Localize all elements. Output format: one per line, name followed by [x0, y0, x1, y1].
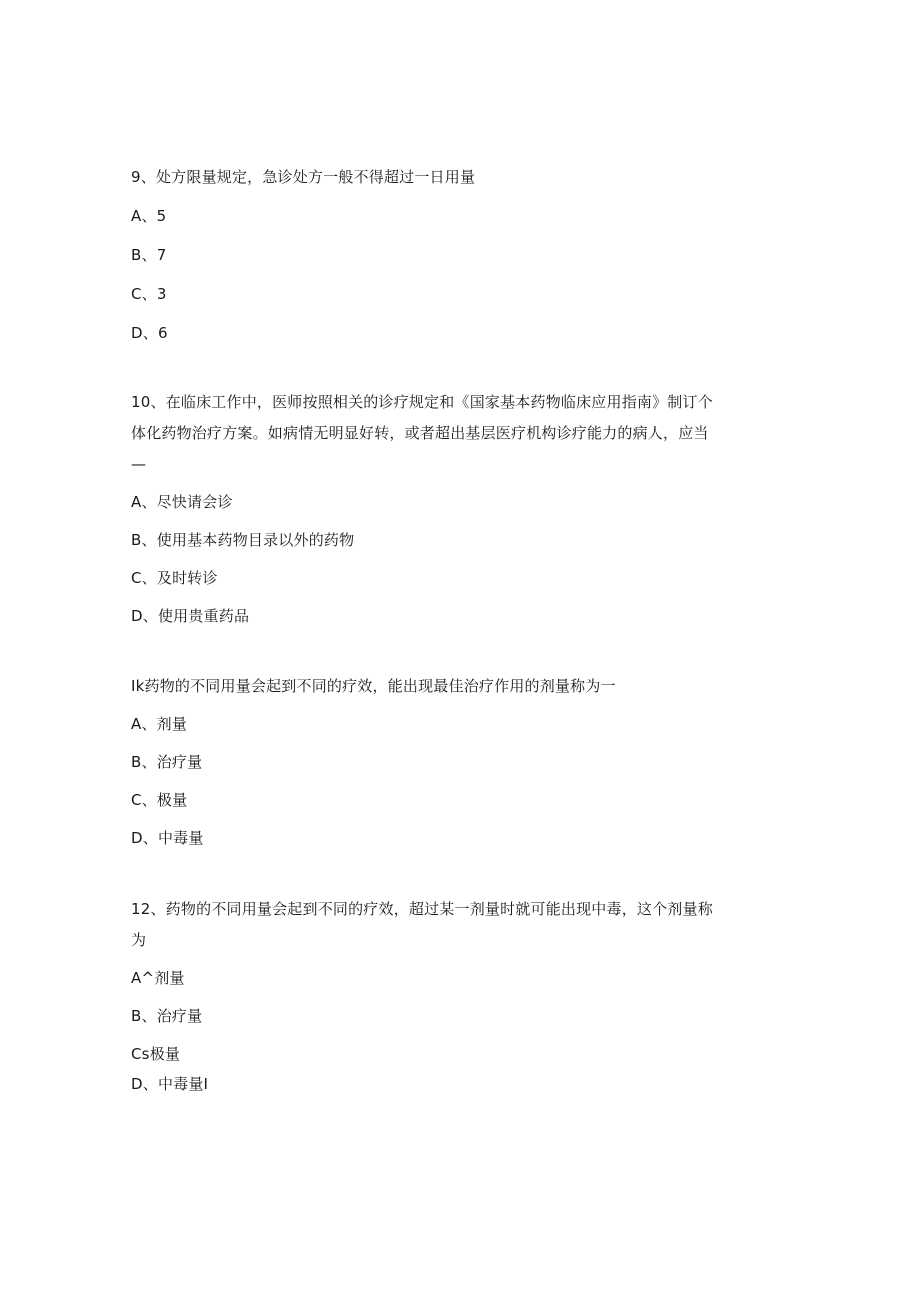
- question-9-option-c: C、3: [131, 285, 167, 303]
- question-11-option-c: C、极量: [131, 791, 188, 809]
- question-12-stem-line-1: 12、药物的不同用量会起到不同的疗效，超过某一剂量时就可能出现中毒，这个剂量称: [131, 900, 713, 918]
- question-9-option-a: A、5: [131, 207, 167, 225]
- question-12-option-c: Cs极量: [131, 1045, 181, 1063]
- question-11-stem: Ik药物的不同用量会起到不同的疗效，能出现最佳治疗作用的剂量称为一: [131, 677, 616, 695]
- question-12-option-b: B、治疗量: [131, 1007, 203, 1025]
- question-12-stem-line-2: 为: [131, 931, 147, 949]
- question-12-option-a: A^剂量: [131, 969, 185, 987]
- question-9-option-d: D、6: [131, 324, 168, 342]
- question-10-option-b: B、使用基本药物目录以外的药物: [131, 531, 355, 549]
- question-9-option-b: B、7: [131, 246, 167, 264]
- question-10-option-a: A、尽快请会诊: [131, 493, 233, 511]
- question-10-stem-line-1: 10、在临床工作中，医师按照相关的诊疗规定和《国家基本药物临床应用指南》制订个: [131, 393, 713, 411]
- question-9-stem: 9、处方限量规定，急诊处方一般不得超过一日用量: [131, 168, 476, 186]
- question-10-stem-line-3: —: [131, 455, 147, 473]
- question-11-option-a: A、剂量: [131, 715, 188, 733]
- question-12-option-d: D、中毒量I: [131, 1075, 209, 1093]
- question-10-option-d: D、使用贵重药品: [131, 607, 250, 625]
- question-10-stem-line-2: 体化药物治疗方案。如病情无明显好转，或者超出基层医疗机构诊疗能力的病人，应当: [131, 424, 709, 442]
- question-11-option-b: B、治疗量: [131, 753, 203, 771]
- question-11-option-d: D、中毒量: [131, 829, 204, 847]
- question-10-option-c: C、及时转诊: [131, 569, 218, 587]
